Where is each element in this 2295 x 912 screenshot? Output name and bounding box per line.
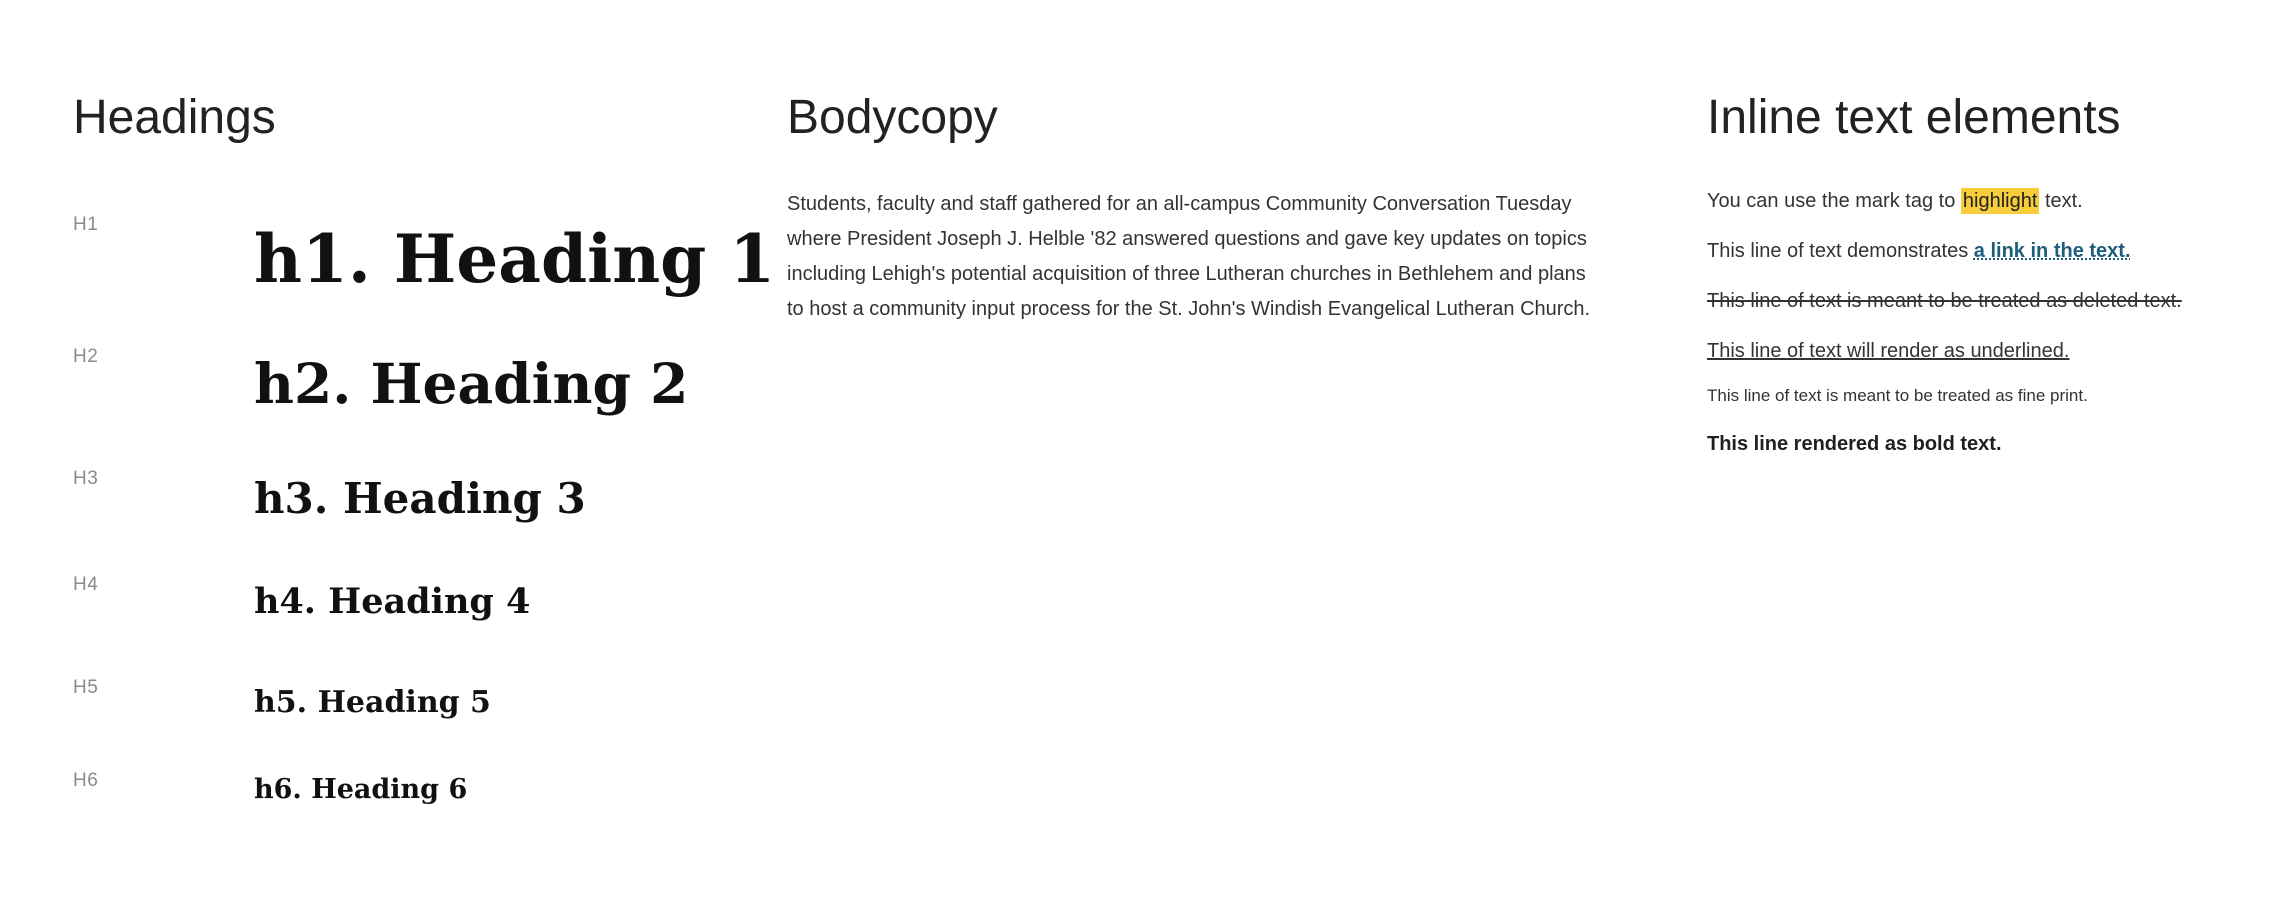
link-line-before: This line of text demonstrates	[1707, 240, 1974, 262]
heading-sample-h4: h4. Heading 4	[254, 581, 531, 622]
heading-sample-h1: h1. Heading 1	[254, 220, 776, 298]
heading-sample-h5: h5. Heading 5	[254, 685, 491, 720]
mark-line-after: text.	[2039, 190, 2083, 212]
bodycopy-section-title: Bodycopy	[787, 91, 998, 144]
mark-example-line	[1707, 189, 2083, 213]
heading-tag: H3	[73, 468, 99, 489]
inline-text-link[interactable]: a link in the text.	[1973, 240, 2131, 262]
link-example-line	[1707, 239, 2131, 263]
heading-tag: H4	[73, 574, 99, 595]
heading-sample-h6: h6. Heading 6	[254, 774, 468, 805]
heading-tag: H2	[73, 346, 99, 367]
heading-sample-h2: h2. Heading 2	[254, 351, 689, 416]
mark-line-before: You can use the mark tag to	[1707, 190, 1961, 212]
heading-tag: H5	[73, 677, 99, 698]
heading-tag: H6	[73, 770, 99, 791]
deleted-text-line: This line of text is meant to be treated as deleted text.	[1707, 290, 2182, 312]
heading-sample-h3: h3. Heading 3	[254, 474, 586, 523]
heading-tag: H1	[73, 214, 99, 235]
inline-elements-section-title: Inline text elements	[1707, 91, 2121, 144]
bold-text-line: This line rendered as bold text.	[1707, 433, 2002, 455]
underlined-text-line: This line of text will render as underlined.	[1707, 340, 2070, 362]
fine-print-line: This line of text is meant to be treated as fine print.	[1707, 386, 2088, 405]
headings-section-title: Headings	[73, 91, 276, 144]
bodycopy-paragraph: Students, faculty and staff gathered for an all-campus Community Conversation Tuesday where President Joseph J. Helble '82 answered questions and gave key updates on topics including Lehigh's potential acquisition of three Lutheran churches in Bethlehem and plans to host a community input process for the St. John's Windish Evangelical Lutheran Church.	[787, 193, 1591, 320]
highlighted-text: highlight	[1962, 190, 2038, 212]
